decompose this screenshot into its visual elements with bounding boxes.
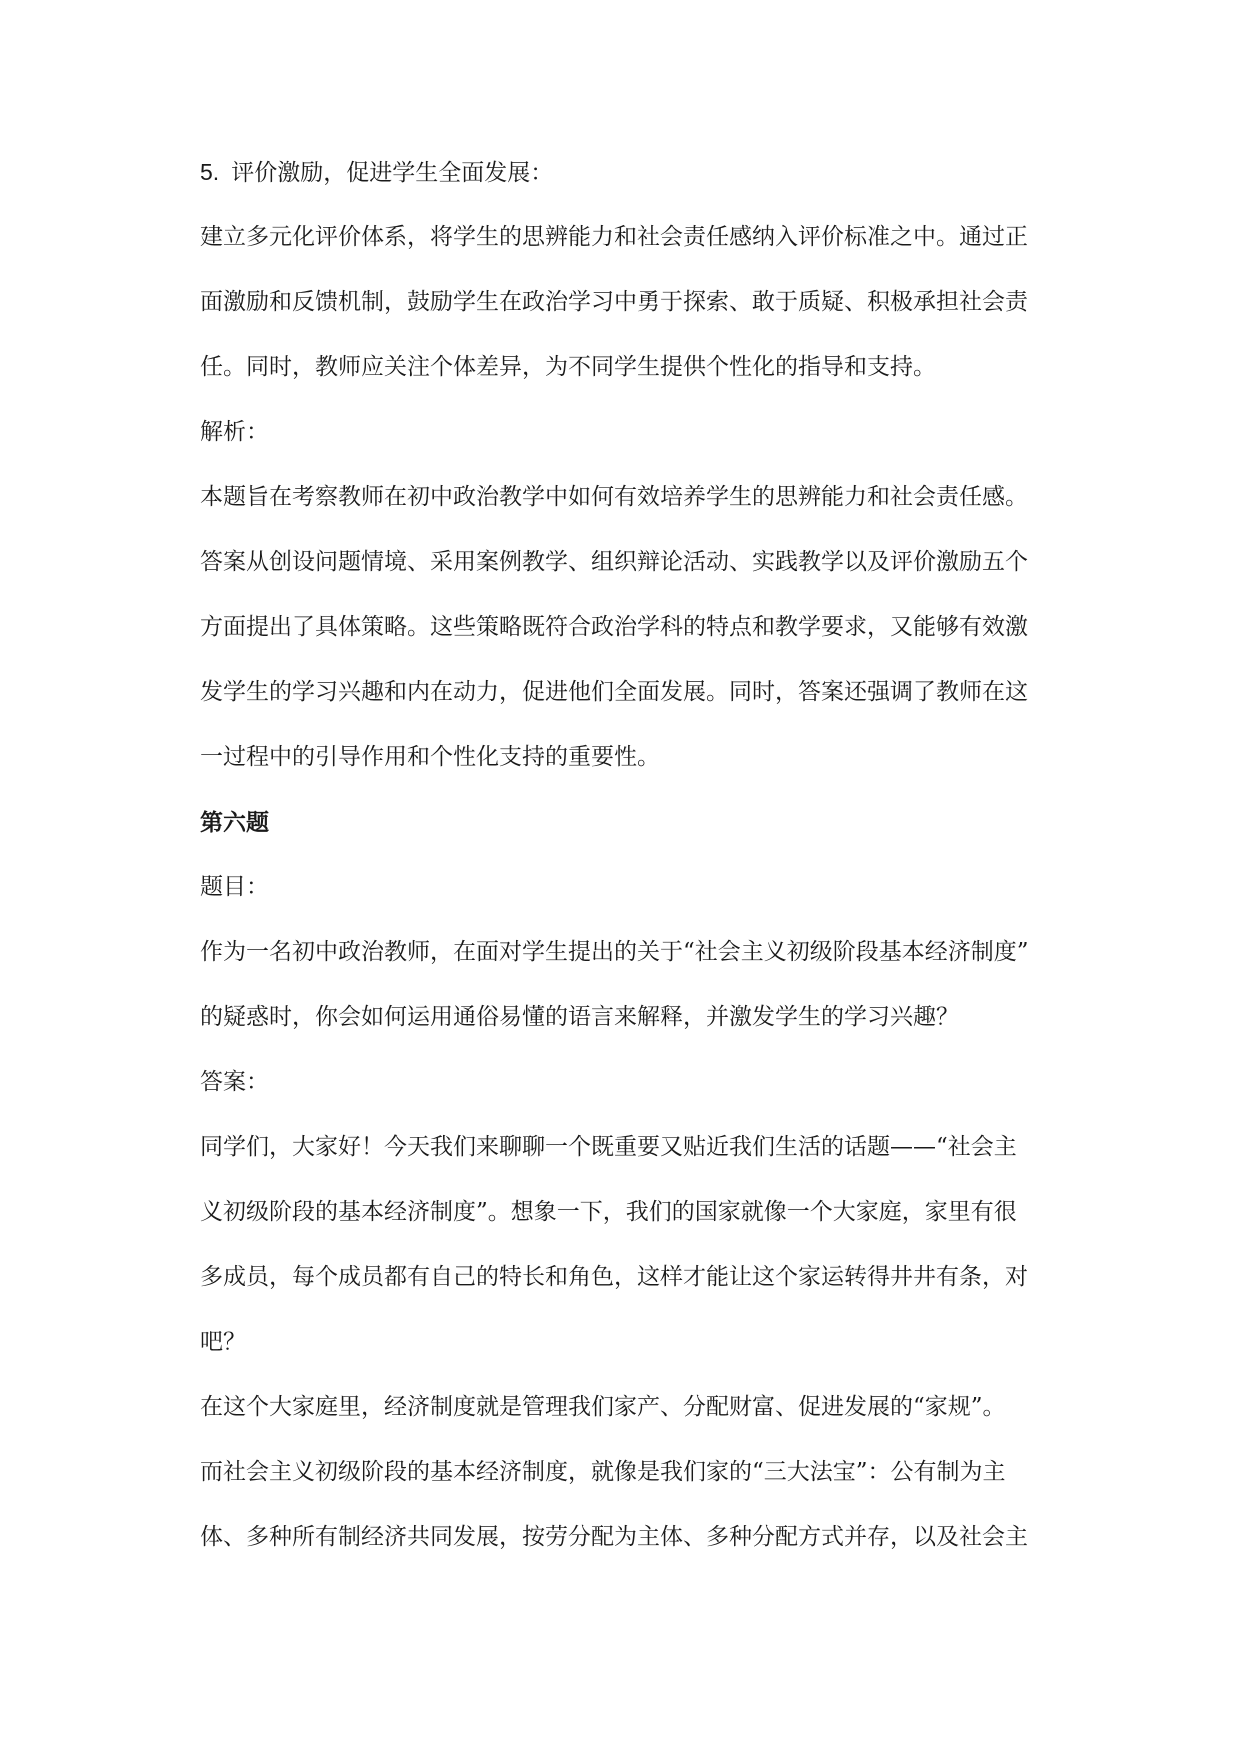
section-5-number: 5.: [200, 159, 220, 185]
paragraph-line: 多成员，每个成员都有自己的特长和角色，这样才能让这个家运转得井井有条，对: [200, 1264, 1028, 1290]
paragraph-line: 任。同时，教师应关注个体差异，为不同学生提供个性化的指导和支持。: [200, 354, 936, 380]
paragraph-line: 一过程中的引导作用和个性化支持的重要性。: [200, 744, 660, 770]
paragraph-line: 建立多元化评价体系，将学生的思辨能力和社会责任感纳入评价标准之中。通过正: [200, 224, 1028, 250]
document-page: [200, 140, 1100, 1570]
paragraph-line: 面激励和反馈机制，鼓励学生在政治学习中勇于探索、敢于质疑、积极承担社会责: [200, 289, 1028, 315]
analysis-label: 解析：: [200, 419, 269, 445]
paragraph-line: 体、多种所有制经济共同发展，按劳分配为主体、多种分配方式并存，以及社会主: [200, 1524, 1028, 1550]
section-5-title: [200, 140, 1100, 205]
answer-label: 答案：: [200, 1069, 269, 1095]
paragraph-line: 发学生的学习兴趣和内在动力，促进他们全面发展。同时，答案还强调了教师在这: [200, 679, 1028, 705]
question-label: 题目：: [200, 874, 269, 900]
paragraph-line: 吧？: [200, 1329, 246, 1355]
paragraph-line: 在这个大家庭里，经济制度就是管理我们家产、分配财富、促进发展的“家规”。: [200, 1394, 1006, 1420]
paragraph-line: 义初级阶段的基本经济制度”。想象一下，我们的国家就像一个大家庭，家里有很: [200, 1199, 1017, 1225]
paragraph-line: 的疑惑时，你会如何运用通俗易懂的语言来解释，并激发学生的学习兴趣？: [200, 1004, 959, 1030]
paragraph-line: 同学们，大家好！今天我们来聊聊一个既重要又贴近我们生活的话题——“社会主: [200, 1134, 1017, 1160]
paragraph-line: 方面提出了具体策略。这些策略既符合政治学科的特点和教学要求，又能够有效激: [200, 614, 1028, 640]
paragraph-line: 答案从创设问题情境、采用案例教学、组织辩论活动、实践教学以及评价激励五个: [200, 549, 1028, 575]
paragraph-line: 而社会主义初级阶段的基本经济制度，就像是我们家的“三大法宝”：公有制为主: [200, 1459, 1006, 1485]
paragraph-line: 本题旨在考察教师在初中政治教学中如何有效培养学生的思辨能力和社会责任感。: [200, 484, 1028, 510]
question-6-heading: 第六题: [200, 809, 269, 836]
section-5-title-text: 评价激励，促进学生全面发展：: [231, 160, 554, 186]
paragraph-line: 作为一名初中政治教师，在面对学生提出的关于“社会主义初级阶段基本经济制度”: [200, 939, 1029, 965]
